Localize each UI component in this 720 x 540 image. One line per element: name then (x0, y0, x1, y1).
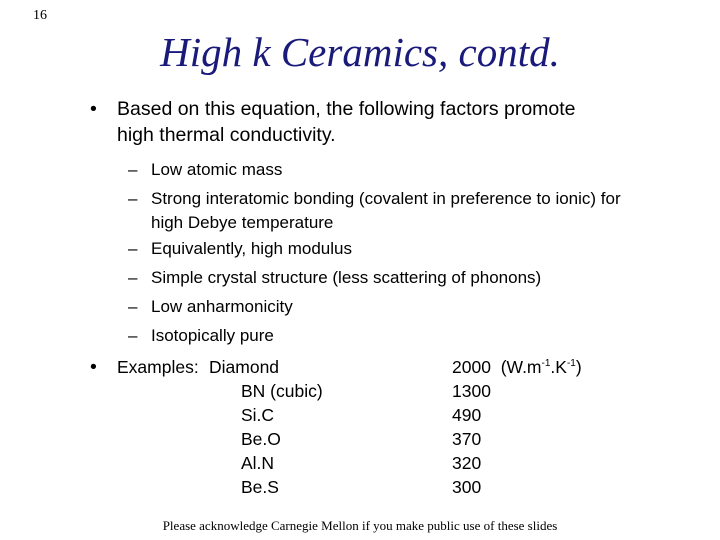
sub-item-text: Low atomic mass (151, 160, 283, 179)
sub-item-text: Isotopically pure (151, 326, 274, 345)
example-material: BN (cubic) (241, 381, 323, 401)
dash-marker: – (128, 268, 138, 287)
dash-marker: – (128, 189, 138, 208)
slide-title: High k Ceramics, contd. (160, 29, 560, 75)
example-material: Al.N (241, 453, 275, 473)
sub-item-text-line: high Debye temperature (151, 213, 334, 232)
dash-marker: – (128, 239, 138, 258)
example-value (452, 355, 582, 379)
footer-acknowledgement: Please acknowledge Carnegie Mellon if you make public use of these slides (162, 518, 558, 533)
bullet-text-line: Based on this equation, the following factors promote (117, 98, 576, 120)
sub-item-text (151, 187, 681, 235)
example-material: Be.O (241, 429, 281, 449)
slide-number: 16 (33, 8, 47, 23)
example-value: 320 (452, 453, 482, 473)
example-material: Diamond (209, 357, 280, 377)
example-material: Be.S (241, 477, 279, 497)
value-number: 2000 (452, 357, 491, 377)
bullet-marker: • (90, 98, 97, 120)
bullet-text (117, 96, 677, 148)
sub-item-text-line: Strong interatomic bonding (covalent in preference to ionic) for (151, 189, 621, 208)
example-value: 370 (452, 429, 482, 449)
dash-marker: – (128, 326, 138, 345)
example-value: 1300 (452, 381, 491, 401)
bullet-text-line: high thermal conductivity. (117, 124, 336, 146)
sub-item-text: Equivalently, high modulus (151, 239, 352, 258)
units-label: $(W.m^{-1}.K^{-1})$ (500, 357, 582, 377)
example-value: 300 (452, 477, 482, 497)
examples-label: Examples: (117, 357, 199, 377)
dash-marker: – (128, 297, 138, 316)
sub-item-text: Low anharmonicity (151, 297, 293, 316)
sub-item-text: Simple crystal structure (less scattering of phonons) (151, 268, 542, 287)
bullet-marker: • (90, 356, 97, 378)
dash-marker: – (128, 160, 138, 179)
example-material: Si.C (241, 405, 275, 425)
example-value: 490 (452, 405, 482, 425)
